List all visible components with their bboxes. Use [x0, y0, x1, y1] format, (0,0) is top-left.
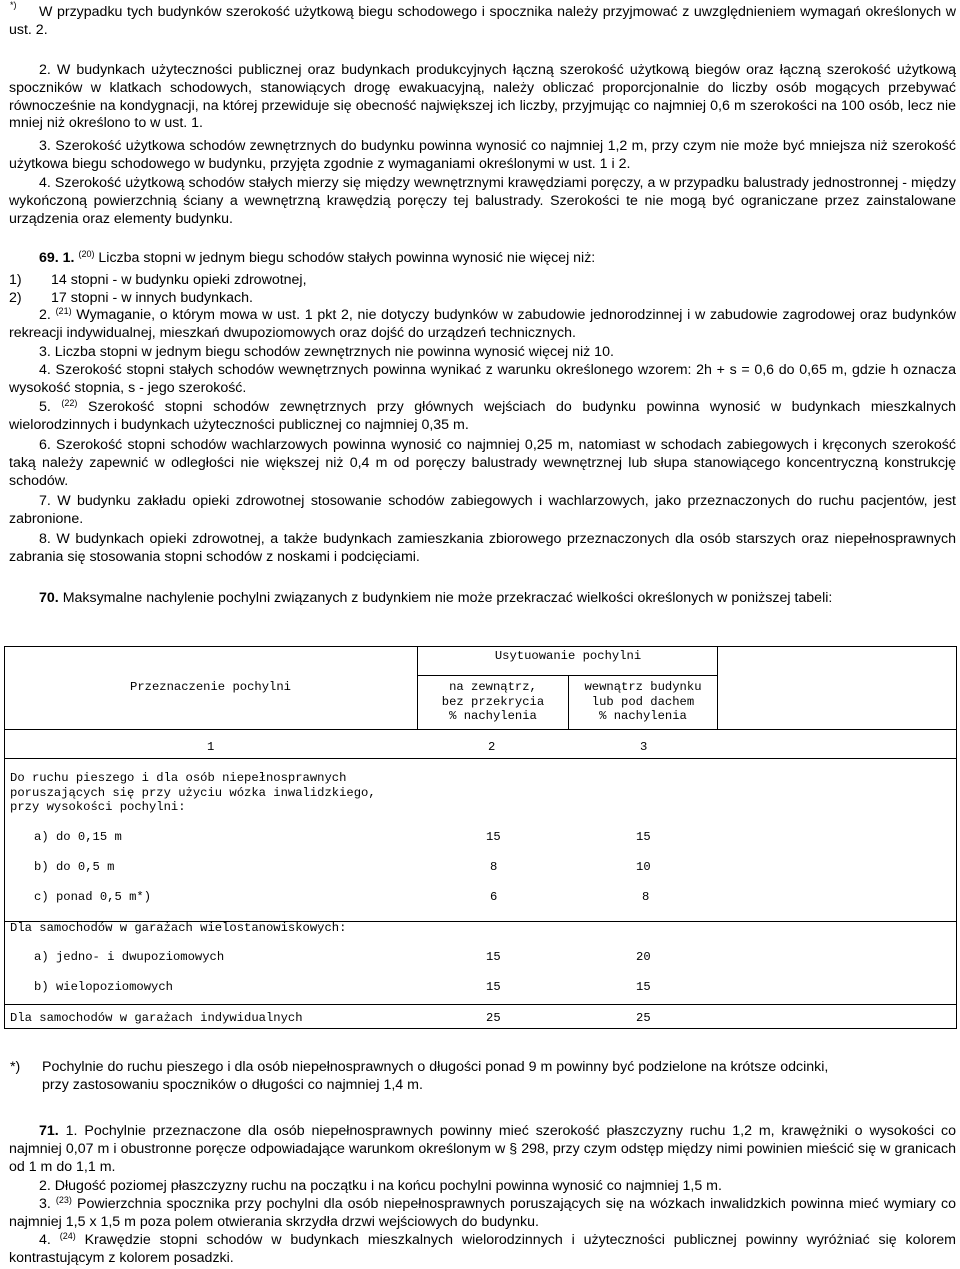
header-inside-line-2: lub pod dachem — [591, 694, 695, 709]
section-69-p5-number: 5. — [39, 399, 51, 415]
section-69-lead — [9, 250, 956, 268]
ramp-slope-table — [0, 645, 960, 1030]
footnote-ref-21: (21) — [55, 306, 72, 316]
table-hline-subheader — [417, 675, 717, 676]
table-cell-inside: 8 — [642, 890, 650, 904]
section-69-paragraph-3: 3. Liczba stopni w jednym biegu schodów zewnętrznych nie powinna wynosić więcej niż 10. — [39, 344, 614, 360]
table-cell-outside: 15 — [486, 980, 501, 994]
section-70-number: 70. — [39, 590, 59, 606]
table-cell-outside: 6 — [490, 890, 498, 904]
list-item-2 — [9, 290, 253, 308]
footnote-ref-20: (20) — [78, 249, 95, 259]
header-outside-line-3: % nachylenia — [449, 709, 537, 724]
footnote-star-mark: *) — [10, 0, 17, 10]
section-71-p3-text: Powierzchnia spocznika przy pochylni dla osób niepełnosprawnych poruszających się na wózkach inwalidzkich powinna mieć wymiary co najmniej 1,5 x 1,5 m poza polem otwierania skrzydła drzwi wejściowych do budynku. — [9, 1196, 956, 1230]
table-border-left — [4, 646, 5, 1029]
section-pedestrian-line-2: poruszających się przy użyciu wózka inwalidzkiego, — [10, 785, 376, 800]
section-pedestrian-line-1: Do ruchu pieszego i dla osób niepełnosprawnych — [10, 771, 347, 785]
section-pedestrian-line-3: przy wysokości pochylni: — [10, 800, 186, 815]
column-number-3: 3 — [640, 740, 648, 754]
header-inside-line-3: % nachylenia — [599, 709, 687, 724]
section-multispace-garage-heading: Dla samochodów w garażach wielostanowiskowych: — [10, 921, 347, 935]
header-outside — [418, 680, 568, 724]
table-row-label: a) jedno- i dwupoziomowych — [34, 950, 225, 964]
section-71-paragraph-1 — [9, 1123, 956, 1176]
table-hline-section2-bottom — [4, 1004, 957, 1005]
footnote-ref-23: (23) — [55, 1195, 72, 1205]
header-outside-line-1: na zewnątrz, — [449, 680, 537, 694]
paragraph-top-2: 2. W budynkach użyteczności publicznej oraz budynkach produkcyjnych łączną szerokość użytkową biegów oraz łączną szerokość użytkową spoczników w klatkach schodowych, stanowiących drogę ewakuacyjną, należy obliczać proporcjonalnie do liczby osób mogących przebywać równocześnie na kondygnacji, na której przewiduje się obecność największej ich liczby, przyjmując co najmniej 0,6 m szerokości na 100 osób, lecz nie mniej niż określono to w ust. 1. — [9, 62, 956, 132]
paragraph-top-3: 3. Szerokość użytkowa schodów zewnętrznych do budynku powinna wynosić co najmniej 1,2 m, przy czym nie może być mniejsza niż szerokość użytkowa biegu schodowego w budynku, przyjęta zgodnie z wymaganiami określonymi w ust. 1 i 2. — [9, 138, 956, 172]
table-cell-inside: 25 — [636, 1011, 651, 1025]
section-69-paragraph-4: 4. Szerokość stopni stałych schodów wewnętrznych powinna wynikać z warunku określonego wzorem: 2h + s = 0,6 do 0,65 m, gdzie h oznacza wysokość stopnia, s - jego szerokość. — [9, 362, 956, 396]
header-outside-line-2: bez przekrycia — [441, 694, 545, 709]
section-69-paragraph-7: 7. W budynku zakładu opieki zdrowotnej stosowanie schodów zabiegowych i wachlarzowych, jako przeznaczonych do ruchu pacjentów, jest zabronione. — [9, 493, 956, 527]
table-cell-outside: 15 — [486, 950, 501, 964]
table-cell-inside: 20 — [636, 950, 651, 964]
header-location-group: Usytuowanie pochylni — [494, 649, 642, 663]
header-inside — [569, 680, 717, 724]
table-row-label: a) do 0,15 m — [34, 830, 122, 844]
list-item-2-text: 17 stopni - w innych budynkach. — [51, 290, 253, 306]
table-border-top — [4, 646, 957, 647]
footnote-mark: *) — [10, 1059, 21, 1075]
table-border-bottom — [4, 1028, 957, 1029]
column-number-2: 2 — [488, 740, 496, 754]
footnote-ref-22: (22) — [61, 398, 78, 408]
section-70-paragraph — [9, 590, 956, 608]
paragraph-top-1: W przypadku tych budynków szerokość użytkową biegu schodowego i spocznika należy przyjmować z uwzględnieniem wymagań określonych w ust. 2. — [9, 4, 956, 38]
table-cell-outside: 15 — [486, 830, 501, 844]
section-pedestrian-heading — [10, 771, 376, 815]
section-69-paragraph-8: 8. W budynkach opieki zdrowotnej, a także budynkach zamieszkania zbiorowego przeznaczonych dla osób starszych oraz niepełnosprawnych zabrania się stosowania stopni schodów z noskami i podcięciami. — [9, 531, 956, 565]
section-71-paragraph-3 — [9, 1196, 956, 1232]
column-number-1: 1 — [207, 740, 215, 754]
table-row-label: b) do 0,5 m — [34, 860, 115, 874]
section-71-p3-number: 3. — [39, 1196, 51, 1212]
header-purpose: Przeznaczenie pochylni — [130, 680, 291, 694]
table-border-right — [956, 646, 957, 1029]
section-71-p1-text: 1. Pochylnie przeznaczone dla osób niepełnosprawnych powinny mieć szerokość płaszczyzny ruchu 1,2 m, krawężniki o wysokości co najmniej 0,07 m i obustronne poręcze odpowiadające warunkom określonym w § 298, przy czym odstęp między nimi powinien mieścić się w granicach od 1 m do 1,1 m. — [9, 1123, 956, 1175]
list-item-1-text: 14 stopni - w budynku opieki zdrowotnej, — [51, 272, 307, 288]
table-cell-outside: 8 — [490, 860, 498, 874]
section-69-paragraph-2 — [9, 307, 956, 343]
section-69-lead-text: Liczba stopni w jednym biegu schodów stałych powinna wynosić nie więcej niż: — [98, 250, 596, 266]
section-69-number: 69. 1. — [39, 250, 75, 266]
list-item-2-number: 2) — [9, 290, 22, 306]
section-69-p5-text: Szerokość stopni schodów zewnętrznych przy głównych wejściach do budynku powinna wynosić w budynkach mieszkalnych wielorodzinnych i budynkach użyteczności publicznej co najmniej 0,35 m. — [9, 399, 956, 433]
footnote-line-1: Pochylnie do ruchu pieszego i dla osób niepełnosprawnych o długości ponad 9 m powinny być podzielone na krótsze odcinki, — [42, 1059, 829, 1075]
table-cell-inside: 10 — [636, 860, 651, 874]
footnote-line-2: przy zastosowaniu spoczników o długości co najmniej 1,4 m. — [42, 1077, 423, 1093]
section-71-p4-text: Krawędzie stopni schodów w budynkach mieszkalnych wielorodzinnych i użyteczności publicznej powinny wyróżniać się kolorem kontrastującym z kolorem posadzki. — [9, 1232, 956, 1266]
section-71-paragraph-4 — [9, 1232, 956, 1268]
paragraph-top-4: 4. Szerokość użytkową schodów stałych mierzy się między wewnętrznymi krawędziami poręczy, a w przypadku balustrady jednostronnej - między wykończoną powierzchnią ściany a wewnętrzną krawędzią poręczy tej balustrady. Szerokości te nie mogą być ograniczane przez zainstalowane urządzenia oraz elementy budynku. — [9, 175, 956, 227]
table-hline-numbers-bottom — [4, 758, 957, 759]
section-71-number: 71. — [39, 1123, 59, 1139]
section-70-text: Maksymalne nachylenie pochylni związanych z budynkiem nie może przekraczać wielkości określonych w poniższej tabeli: — [62, 590, 833, 606]
table-hline-header-bottom — [4, 729, 957, 730]
footnote-ref-24: (24) — [59, 1231, 76, 1241]
header-inside-line-1: wewnątrz budynku — [584, 680, 702, 694]
section-69-paragraph-5 — [9, 399, 956, 435]
table-cell-outside: 25 — [486, 1011, 501, 1025]
section-69-paragraph-6: 6. Szerokość stopni schodów wachlarzowych powinna wynosić co najmniej 0,25 m, natomiast w schodach zabiegowych i kręconych szerokość taką należy zapewnić w odległości nie większej niż 0,4 m od poręczy balustrady wewnętrznej lub słupa stanowiącego koncentryczną konstrukcję schodów. — [9, 437, 956, 489]
list-item-1 — [9, 272, 307, 290]
section-69-p2-number: 2. — [39, 307, 51, 323]
table-row-label: c) ponad 0,5 m*) — [34, 890, 152, 904]
section-69-p2-text: Wymaganie, o którym mowa w ust. 1 pkt 2, nie dotyczy budynków w zabudowie jednorodzinnej i w zabudowie zagrodowej oraz budynków rekreacji indywidualnej, mieszkań dwupoziomowych oraz dojść do urządzeń technicznych. — [9, 307, 956, 341]
section-71-paragraph-2: 2. Długość poziomej płaszczyzny ruchu na początku i na końcu pochylni powinna wynosić co najmniej 1,5 m. — [39, 1178, 722, 1194]
section-individual-garage-label: Dla samochodów w garażach indywidualnych — [10, 1011, 303, 1025]
table-cell-inside: 15 — [636, 980, 651, 994]
section-71-p4-number: 4. — [39, 1232, 51, 1248]
table-cell-inside: 15 — [636, 830, 651, 844]
list-item-1-number: 1) — [9, 272, 22, 288]
table-row-label: b) wielopoziomowych — [34, 980, 173, 994]
